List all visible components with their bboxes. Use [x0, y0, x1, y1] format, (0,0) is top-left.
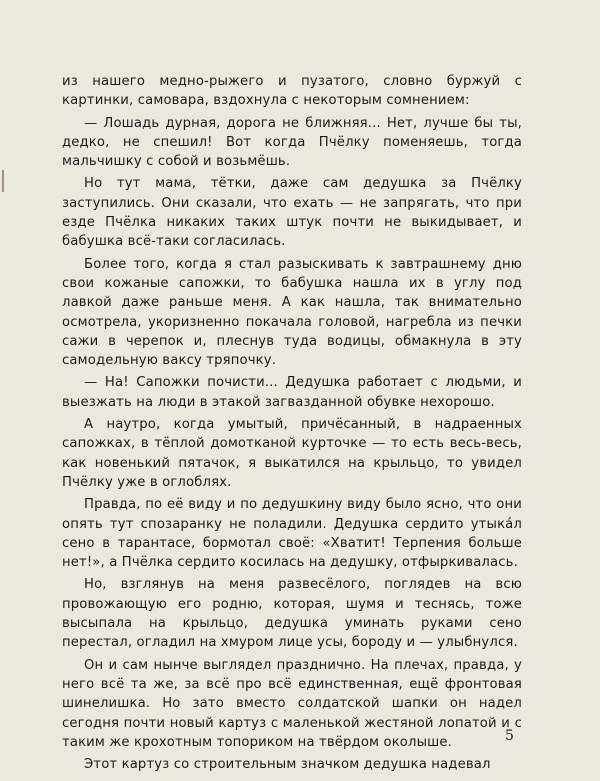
- page-edge-mark: [2, 170, 4, 192]
- page-number: 5: [505, 728, 514, 744]
- paragraph: Он и сам нынче выглядел празднично. На плечах, правда, у него всё та же, за всё про всё единственная, ещё фронтовая шинелишка. Но зато вместо солдатской шапки он надел сегодня почти новый картуз с маленькой жестяной лопатой и с таким же крохотным топориком на твёрдом околыше.: [62, 657, 522, 750]
- paragraph: — На! Сапожки почисти... Дедушка работает с людьми, и выезжать на люди в этакой загвазданной обувке нехорошо.: [62, 375, 522, 410]
- paragraph: А наутро, когда умытый, причёсанный, в надраенных сапожках, в тёплой домотканой курточке — то есть весь-весь, как новенький пятачок, я выкатился на крыльцо, то увидел Пчёлку уже в оглоблях.: [62, 417, 522, 490]
- paragraph: — Лошадь дурная, дорога не ближняя... Нет, лучше бы ты, дедко, не спешил! Вот когда Пчёлку поменяешь, тогда мальчишку с собой и возьмёшь.: [62, 115, 522, 170]
- paragraph: Этот картуз со строительным значком дедушка надевал: [84, 757, 491, 773]
- paragraph: Более того, когда я стал разыскивать к завтрашнему дню свои кожаные сапожки, то бабушка нашла их в углу под лавкой даже раньше меня. А как нашла, так внимательно осмотрела, укоризненно покачала головой, нагребла из печки сажи в черепок и, плеснув туда водицы, обмакнула в эту самодельную ваксу тряпочку.: [62, 256, 522, 369]
- paragraph: Правда, по её виду и по дедушкину виду было ясно, что они опять тут спозаранку не поладили. Дедушка сердито утыкáл сено в тарантасе, бормотал своё: «Хватит! Терпения больше нет!», а Пчёлка сердито косилась на дедушку, отфыркивалась.: [62, 497, 522, 571]
- body-text: [62, 72, 522, 777]
- paragraph: Но, взглянув на меня развесёлого, поглядев на всю провожающую его родню, которая, шумя и теснясь, тоже высыпала на крыльцо, дедушка уминать руками сено перестал, огладил на хмуром лице усы, бороду и — улыбнулся.: [62, 577, 522, 651]
- paragraph: Но тут мама, тётки, даже сам дедушка за Пчёлку заступились. Они сказали, что ехать — не запрягать, что при езде Пчёлка никаких таких штук почти не выкидывает, и бабушка всё-таки согласилась.: [62, 176, 522, 250]
- paragraph: из нашего медно-рыжего и пузатого, словно буржуй с картинки, самовара, вздохнула с некоторым сомнением:: [62, 74, 522, 109]
